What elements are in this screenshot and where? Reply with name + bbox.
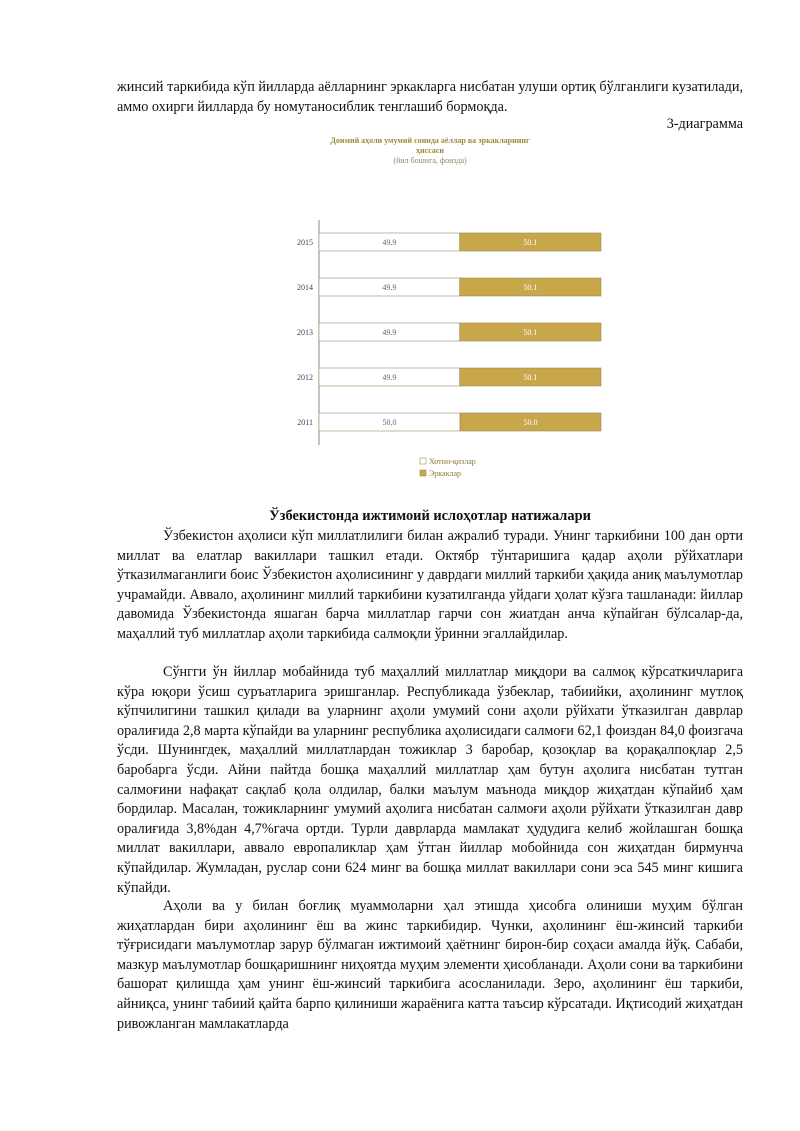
data-label: 49.9 xyxy=(382,238,397,247)
chart-title-block xyxy=(330,136,530,166)
category-label: 2012 xyxy=(297,373,313,382)
data-label: 50.0 xyxy=(523,418,538,427)
category-label: 2011 xyxy=(297,418,313,427)
data-label: 49.9 xyxy=(382,283,397,292)
paragraph-2: Сўнгги ўн йиллар мобайнида туб маҳаллий миллатлар миқдори ва салмоқ кўрсаткичларига кўра юқори ўсиш суръатларига эришганлар. Республикада ўзбеклар, табиийки, аҳолининг мутлоқ кўпчилигини ташкил қилади ва уларнинг аҳоли умумий сони аҳоли рўйхати ўтказилган даврлар оралиғида 2,8 марта кўпайди ва уларнинг республика аҳолисидаги салмоғи 62,1 фоиздан 84,0 фоизгача ўсди. Шунингдек, маҳаллий миллатлардан тожиклар 3 баробар, қозоқлар ва қорақалпоқлар 2,5 баробарга ўсди. Айни пайтда бошқа маҳаллий миллатлар ҳам бутун аҳолига нисбатан тутган салмоғини нафақат сақлаб қола олдилар, балки маълум маънода миқдор жиҳатдан кўпайиб ҳам бордилар. Масалан, тожикларнинг умумий аҳолига нисбатан салмоғи аҳоли рўйхати ўтказилган давр оралиғида 3,8%дан 4,7%гача ортди. Турли даврларда мамлакат ҳудудига келиб жойлашган бошқа миллат вакиллари, аввало европаликлар ҳам ўтган йиллар мобойнида сон жиҳатдан бирмунча кўпайдилар. Жумладан, руслар сони 624 минг ва бошқа миллат вакиллари сони эса 545 минг кишига кўпайди. xyxy=(117,664,743,896)
data-label: 50.1 xyxy=(523,328,538,337)
paragraph-1: Ўзбекистон аҳолиси кўп миллатлилиги билан ажралиб туради. Унинг таркибини 100 дан орти миллат ва елатлар вакиллари ташкил етади. Октябр тўнтаришига қадар аҳоли рўйхатлари ўтказилмаганлиги боис Ўзбекистон аҳолисининг у даврдаги миллий таркиби ҳақида аниқ маълумотлар учрамайди. Аввало, аҳолининг миллий таркибини кузатилганда уйдаги ҳолат кўзга ташланади: йиллар давомида Ўзбекистонда яшаган барча миллатлар гарчи сон жиатдан анча кўпайган бўлсалар-да, маҳаллий туб миллатлар аҳоли таркибида салмоқли ўринни эгаллайдилар. xyxy=(117,528,743,642)
data-label: 50.1 xyxy=(523,373,538,382)
paragraph-3: Аҳоли ва у билан боғлиқ муаммоларни ҳал этишда ҳисобга олиниши муҳим бўлган жиҳатлардан бири аҳолининг ёш ва жинс таркибидир. Чунки, аҳолининг ёш-жинсий таркиби тўғрисидаги маълумотлар зарур бўлмаган ижтимоий ҳаётнинг бирон-бир соҳаси амалда йўқ. Сабаби, мазкур маълумотлар бошқаришнинг ниҳоятда муҳим элементи ҳисобланади. Аҳоли сони ва таркибини башорат қилишда ҳам унинг ёш-жинсий таркибига асосланилади. Зеро, аҳолининг ёш таркиби, айниқса, унинг табиий қайта барпо қилиниши жараёнига катта таъсир кўрсатади. Иқтисодий жиҳатдан ривожланган мамлакатларда xyxy=(117,898,743,1032)
legend-swatch xyxy=(420,470,426,476)
data-label: 50.1 xyxy=(523,238,538,247)
diagram-label: 3-диаграмма xyxy=(666,116,743,132)
data-label: 49.9 xyxy=(382,373,397,382)
category-label: 2015 xyxy=(297,238,313,247)
bar-chart xyxy=(270,220,620,490)
legend-label: Хотин-қизлар xyxy=(429,457,476,466)
section-title: Ўзбекистонда ижтимоий ислоҳотлар натижалари xyxy=(269,508,591,524)
legend-swatch xyxy=(420,458,426,464)
category-label: 2014 xyxy=(297,283,313,292)
chart-subtitle: (йил бошига, фоизда) xyxy=(393,156,467,165)
category-label: 2013 xyxy=(297,328,313,337)
legend-label: Эркаклар xyxy=(429,469,462,478)
data-label: 50.1 xyxy=(523,283,538,292)
chart-title: Доимий аҳоли умумий сонида аёллар ва эркакларнинг ҳиссаси xyxy=(330,136,530,155)
top-paragraph: жинсий таркибида кўп йилларда аёлларнинг эркакларга нисбатан улуши ортиқ бўлганлиги кузатилади, аммо охирги йилларда бу номутаносиблик тенглашиб бормоқда. xyxy=(117,79,743,115)
data-label: 50.0 xyxy=(382,418,397,427)
data-label: 49.9 xyxy=(382,328,397,337)
